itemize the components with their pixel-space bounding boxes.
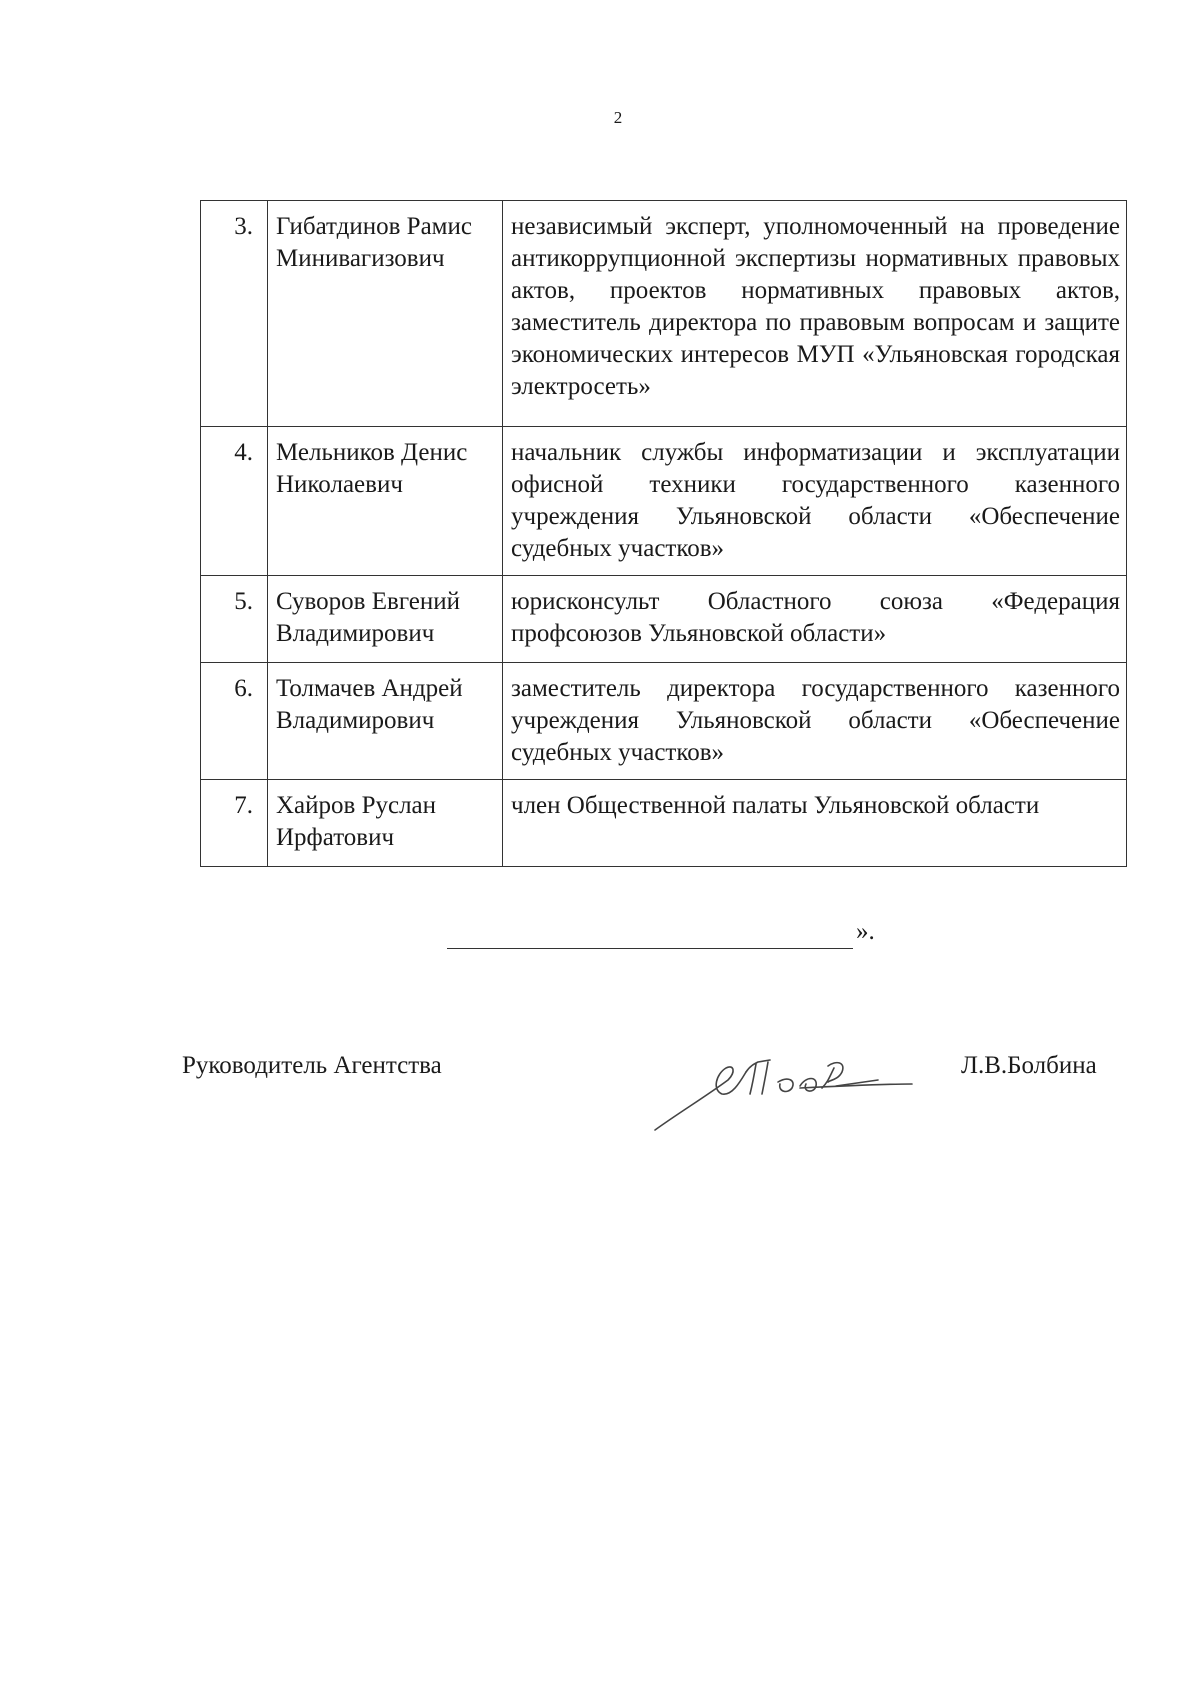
table-row xyxy=(201,427,1127,576)
member-name: Гибатдинов Рамис Минивагизович xyxy=(268,201,503,427)
closing-quote: ». xyxy=(856,918,875,945)
table-row xyxy=(201,576,1127,663)
table-row xyxy=(201,201,1127,427)
table-row xyxy=(201,663,1127,780)
row-number: 6. xyxy=(201,663,268,780)
member-name: Толмачев Андрей Владимирович xyxy=(268,663,503,780)
member-description: независимый эксперт, уполномоченный на проведение антикоррупционной экспертизы нормативных правовых актов, проектов нормативных правовых актов, заместитель директора по правовым вопросам и защите экономических интересов МУП «Ульяновская городская электросеть» xyxy=(503,201,1127,427)
member-name: Хайров Руслан Ирфатович xyxy=(268,780,503,867)
row-number: 4. xyxy=(201,427,268,576)
signature-image xyxy=(650,1042,950,1142)
member-name: Суворов Евгений Владимирович xyxy=(268,576,503,663)
closing-underline xyxy=(447,920,853,949)
member-description: юрисконсульт Областного союза «Федерация профсоюзов Ульяновской области» xyxy=(503,576,1127,663)
member-description: член Общественной палаты Ульяновской области xyxy=(503,780,1127,867)
member-description: начальник службы информатизации и эксплуатации офисной техники государственного казенного учреждения Ульяновской области «Обеспечение судебных участков» xyxy=(503,427,1127,576)
member-name: Мельников Денис Николаевич xyxy=(268,427,503,576)
page-number: 2 xyxy=(613,108,623,127)
table-row xyxy=(201,780,1127,867)
row-number: 3. xyxy=(201,201,268,427)
row-number: 7. xyxy=(201,780,268,867)
members-table xyxy=(200,200,1127,867)
signatory-title: Руководитель Агентства xyxy=(182,1052,442,1079)
signatory-name: Л.В.Болбина xyxy=(961,1052,1097,1079)
row-number: 5. xyxy=(201,576,268,663)
member-description: заместитель директора государственного казенного учреждения Ульяновской области «Обеспечение судебных участков» xyxy=(503,663,1127,780)
